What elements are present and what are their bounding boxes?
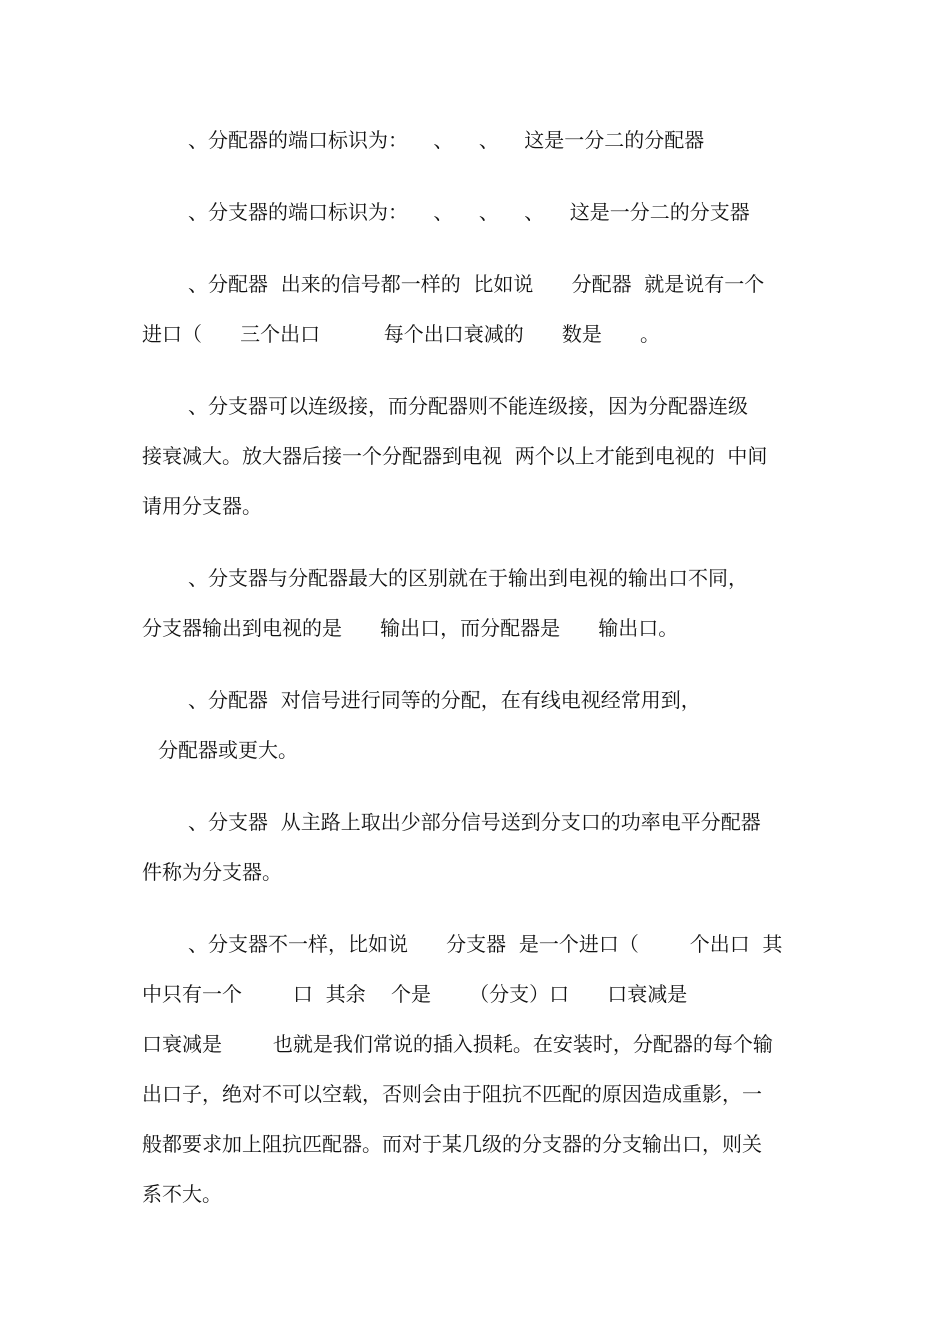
paragraph-5-line-2: 分支器输出到电视的是 输出口，而分配器是 输出口。 (142, 616, 679, 640)
paragraph-6-line-1: 、分配器 对信号进行同等的分配，在有线电视经常用到， (188, 688, 701, 712)
paragraph-4-line-1: 、分支器可以连级接，而分配器则不能连级接，因为分配器连级 (188, 394, 748, 418)
paragraph-8-line-3: 口衰减是 也就是我们常说的插入损耗。在安装时，分配器的每个输 (142, 1032, 773, 1056)
paragraph-7-line-2: 件称为分支器。 (142, 860, 282, 884)
paragraph-3-line-1: 、分配器 出来的信号都一样的 比如说 分配器 就是说有一个 (188, 272, 765, 296)
paragraph-2-line-1: 、分支器的端口标识为： 、 、 、 这是一分二的分支器 (188, 200, 750, 224)
paragraph-3-line-2: 进口（ 三个出口 每个出口衰减的 数是 。 (142, 322, 661, 346)
paragraph-8-line-2: 中只有一个 口 其余 个是 （分支）口 口衰减是 (142, 982, 688, 1006)
paragraph-1-line-1: 、分配器的端口标识为： 、 、 这是一分二的分配器 (188, 128, 705, 152)
paragraph-7-line-1: 、分支器 从主路上取出少部分信号送到分支口的功率电平分配器 (188, 810, 761, 834)
paragraph-4-line-3: 请用分支器。 (142, 494, 262, 518)
paragraph-4-line-2: 接衰减大。放大器后接一个分配器到电视 两个以上才能到电视的 中间 (142, 444, 768, 468)
paragraph-8-line-5: 般都要求加上阻抗匹配器。而对于某几级的分支器的分支输出口，则关 (142, 1132, 762, 1156)
paragraph-6-line-2: 分配器或更大。 (158, 738, 298, 762)
paragraph-8-line-4: 出口子，绝对不可以空载，否则会由于阻抗不匹配的原因造成重影，一 (142, 1082, 762, 1106)
paragraph-8-line-1: 、分支器不一样，比如说 分支器 是一个进口（ 个出口 其 (188, 932, 783, 956)
paragraph-5-line-1: 、分支器与分配器最大的区别就在于输出到电视的输出口不同， (188, 566, 748, 590)
paragraph-8-line-6: 系不大。 (142, 1182, 222, 1206)
